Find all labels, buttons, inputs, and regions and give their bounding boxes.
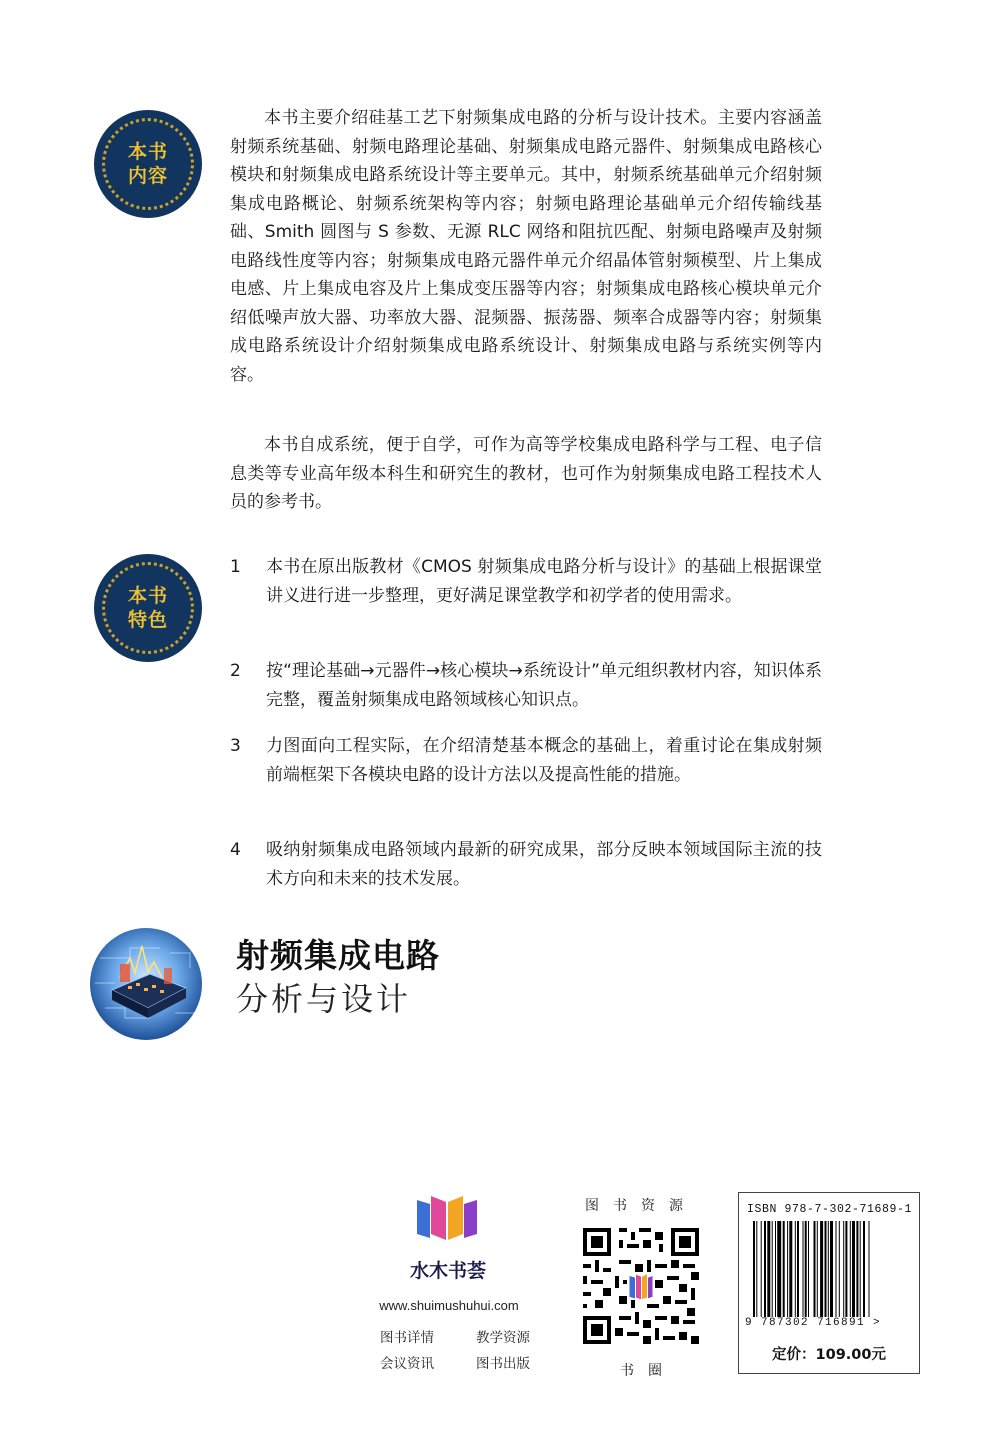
barcode-bar bbox=[825, 1221, 827, 1317]
badge-line-2: 内容 bbox=[127, 165, 168, 187]
barcode-bar bbox=[787, 1221, 788, 1317]
barcode-bar bbox=[761, 1221, 762, 1317]
book-title: 射频集成电路 bbox=[236, 936, 440, 975]
feature-text: 按“理论基础→元器件→核心模块→系统设计”单元组织教材内容，知识体系完整，覆盖射频集成电路领域核心知识点。 bbox=[266, 661, 822, 710]
link-teaching-resources[interactable]: 教学资源 bbox=[476, 1330, 530, 1346]
feature-text: 力图面向工程实际，在介绍清楚基本概念的基础上，着重讨论在集成射频前端框架下各模块电路的设计方法以及提高性能的措施。 bbox=[266, 736, 822, 785]
price: 定价：109.00元 bbox=[772, 1347, 886, 1363]
barcode-bar bbox=[839, 1221, 840, 1317]
barcode-bar bbox=[756, 1221, 757, 1317]
isbn-number: ISBN 978-7-302-71689-1 bbox=[747, 1203, 913, 1216]
barcode-bar bbox=[772, 1221, 773, 1317]
barcode-bar bbox=[856, 1221, 858, 1317]
barcode-bar bbox=[860, 1221, 861, 1317]
barcode-bar bbox=[828, 1221, 829, 1317]
barcode-bar bbox=[830, 1221, 833, 1317]
book-subtitle: 分析与设计 bbox=[236, 980, 412, 1018]
barcode-bar bbox=[850, 1221, 851, 1317]
barcode-bar bbox=[845, 1221, 847, 1317]
feature-text: 本书在原出版教材《CMOS 射频集成电路分析与设计》的基础上根据课堂讲义进行进一步整理，更好满足课堂教学和初学者的使用需求。 bbox=[266, 557, 822, 606]
feature-item bbox=[230, 553, 822, 610]
barcode-bar bbox=[808, 1221, 809, 1317]
barcode-bar bbox=[814, 1221, 816, 1317]
barcode-bar bbox=[767, 1221, 770, 1317]
badge-book-content bbox=[94, 110, 202, 218]
barcode-bar bbox=[753, 1221, 755, 1317]
badge-line-1: 本书 bbox=[127, 585, 168, 607]
publisher-links-row-1 bbox=[380, 1326, 530, 1346]
barcode-bar bbox=[817, 1221, 818, 1317]
barcode-bar bbox=[795, 1221, 796, 1317]
cover-image bbox=[90, 928, 202, 1040]
barcode-bar bbox=[820, 1221, 823, 1317]
feature-text: 吸纳射频集成电路领域内最新的研究成果，部分反映本领域国际主流的技术方向和未来的技术发展。 bbox=[266, 840, 822, 889]
barcode-bar bbox=[803, 1221, 804, 1317]
barcode-bar bbox=[852, 1221, 855, 1317]
barcode-bar bbox=[797, 1221, 799, 1317]
intro-paragraph-1: 本书主要介绍硅基工艺下射频集成电路的分析与设计技术。主要内容涵盖射频系统基础、射频电路理论基础、射频集成电路元器件、射频集成电路核心模块和射频集成电路系统设计等主要单元。其中，射频系统基础单元介绍射频集成电路概论、射频系统架构等内容；射频电路理论基础单元介绍传输线基础、Smith 圆图与 S 参数、无源 RLC 网络和阻抗匹配、射频电路噪声及射频电路线性度等内容；射频集成电路元器件单元介绍晶体管射频模型、片上集成电感、片上集成电容及片上集成变压器等内容；射频集成电路核心模块单元介绍低噪声放大器、功率放大器、混频器、振荡器、频率合成器等内容；射频集成电路系统设计介绍射频集成电路系统设计、射频集成电路与系统实例等内容。 bbox=[230, 108, 822, 385]
feature-item bbox=[230, 732, 822, 789]
barcode-bar bbox=[869, 1221, 870, 1317]
badge-line-1: 本书 bbox=[127, 141, 168, 163]
barcode-bar bbox=[805, 1221, 807, 1317]
barcode-bar bbox=[777, 1221, 781, 1317]
link-book-details[interactable]: 图书详情 bbox=[380, 1330, 434, 1346]
barcode-bar bbox=[764, 1221, 766, 1317]
link-conference-info[interactable]: 会议资讯 bbox=[380, 1356, 434, 1372]
barcode-bar bbox=[775, 1221, 776, 1317]
publisher-url[interactable]: www.shuimushuhui.com bbox=[379, 1298, 519, 1313]
publisher-links-row-2 bbox=[380, 1352, 530, 1372]
feature-number: 1 bbox=[230, 557, 241, 577]
feature-number: 4 bbox=[230, 840, 241, 860]
circuit-board-illustration bbox=[90, 928, 202, 1040]
barcode-digits: 9 787302 716891 > bbox=[745, 1317, 882, 1329]
feature-number: 2 bbox=[230, 661, 241, 681]
barcode-bar bbox=[843, 1221, 844, 1317]
qr-code-icon[interactable] bbox=[583, 1228, 699, 1344]
qr-caption: 书圈 bbox=[620, 1363, 676, 1379]
barcode-bar bbox=[789, 1221, 792, 1317]
barcode-bar bbox=[783, 1221, 785, 1317]
feature-number: 3 bbox=[230, 736, 241, 756]
feature-item bbox=[230, 657, 822, 714]
barcode-icon bbox=[753, 1221, 903, 1317]
qr-title: 图书资源 bbox=[585, 1198, 697, 1214]
badge-book-features bbox=[94, 554, 202, 662]
badge-line-2: 特色 bbox=[127, 609, 168, 631]
publisher-name: 水木书荟 bbox=[409, 1260, 486, 1282]
barcode-panel bbox=[738, 1192, 920, 1374]
link-book-publishing[interactable]: 图书出版 bbox=[476, 1356, 530, 1372]
barcode-bar bbox=[836, 1221, 837, 1317]
feature-item bbox=[230, 836, 822, 893]
intro-paragraph-2: 本书自成系统，便于自学，可作为高等学校集成电路科学与工程、电子信息类等专业高年级本科生和研究生的教材，也可作为射频集成电路工程技术人员的参考书。 bbox=[230, 435, 822, 512]
barcode-bar bbox=[863, 1221, 865, 1317]
publisher-logo-icon bbox=[415, 1196, 479, 1240]
